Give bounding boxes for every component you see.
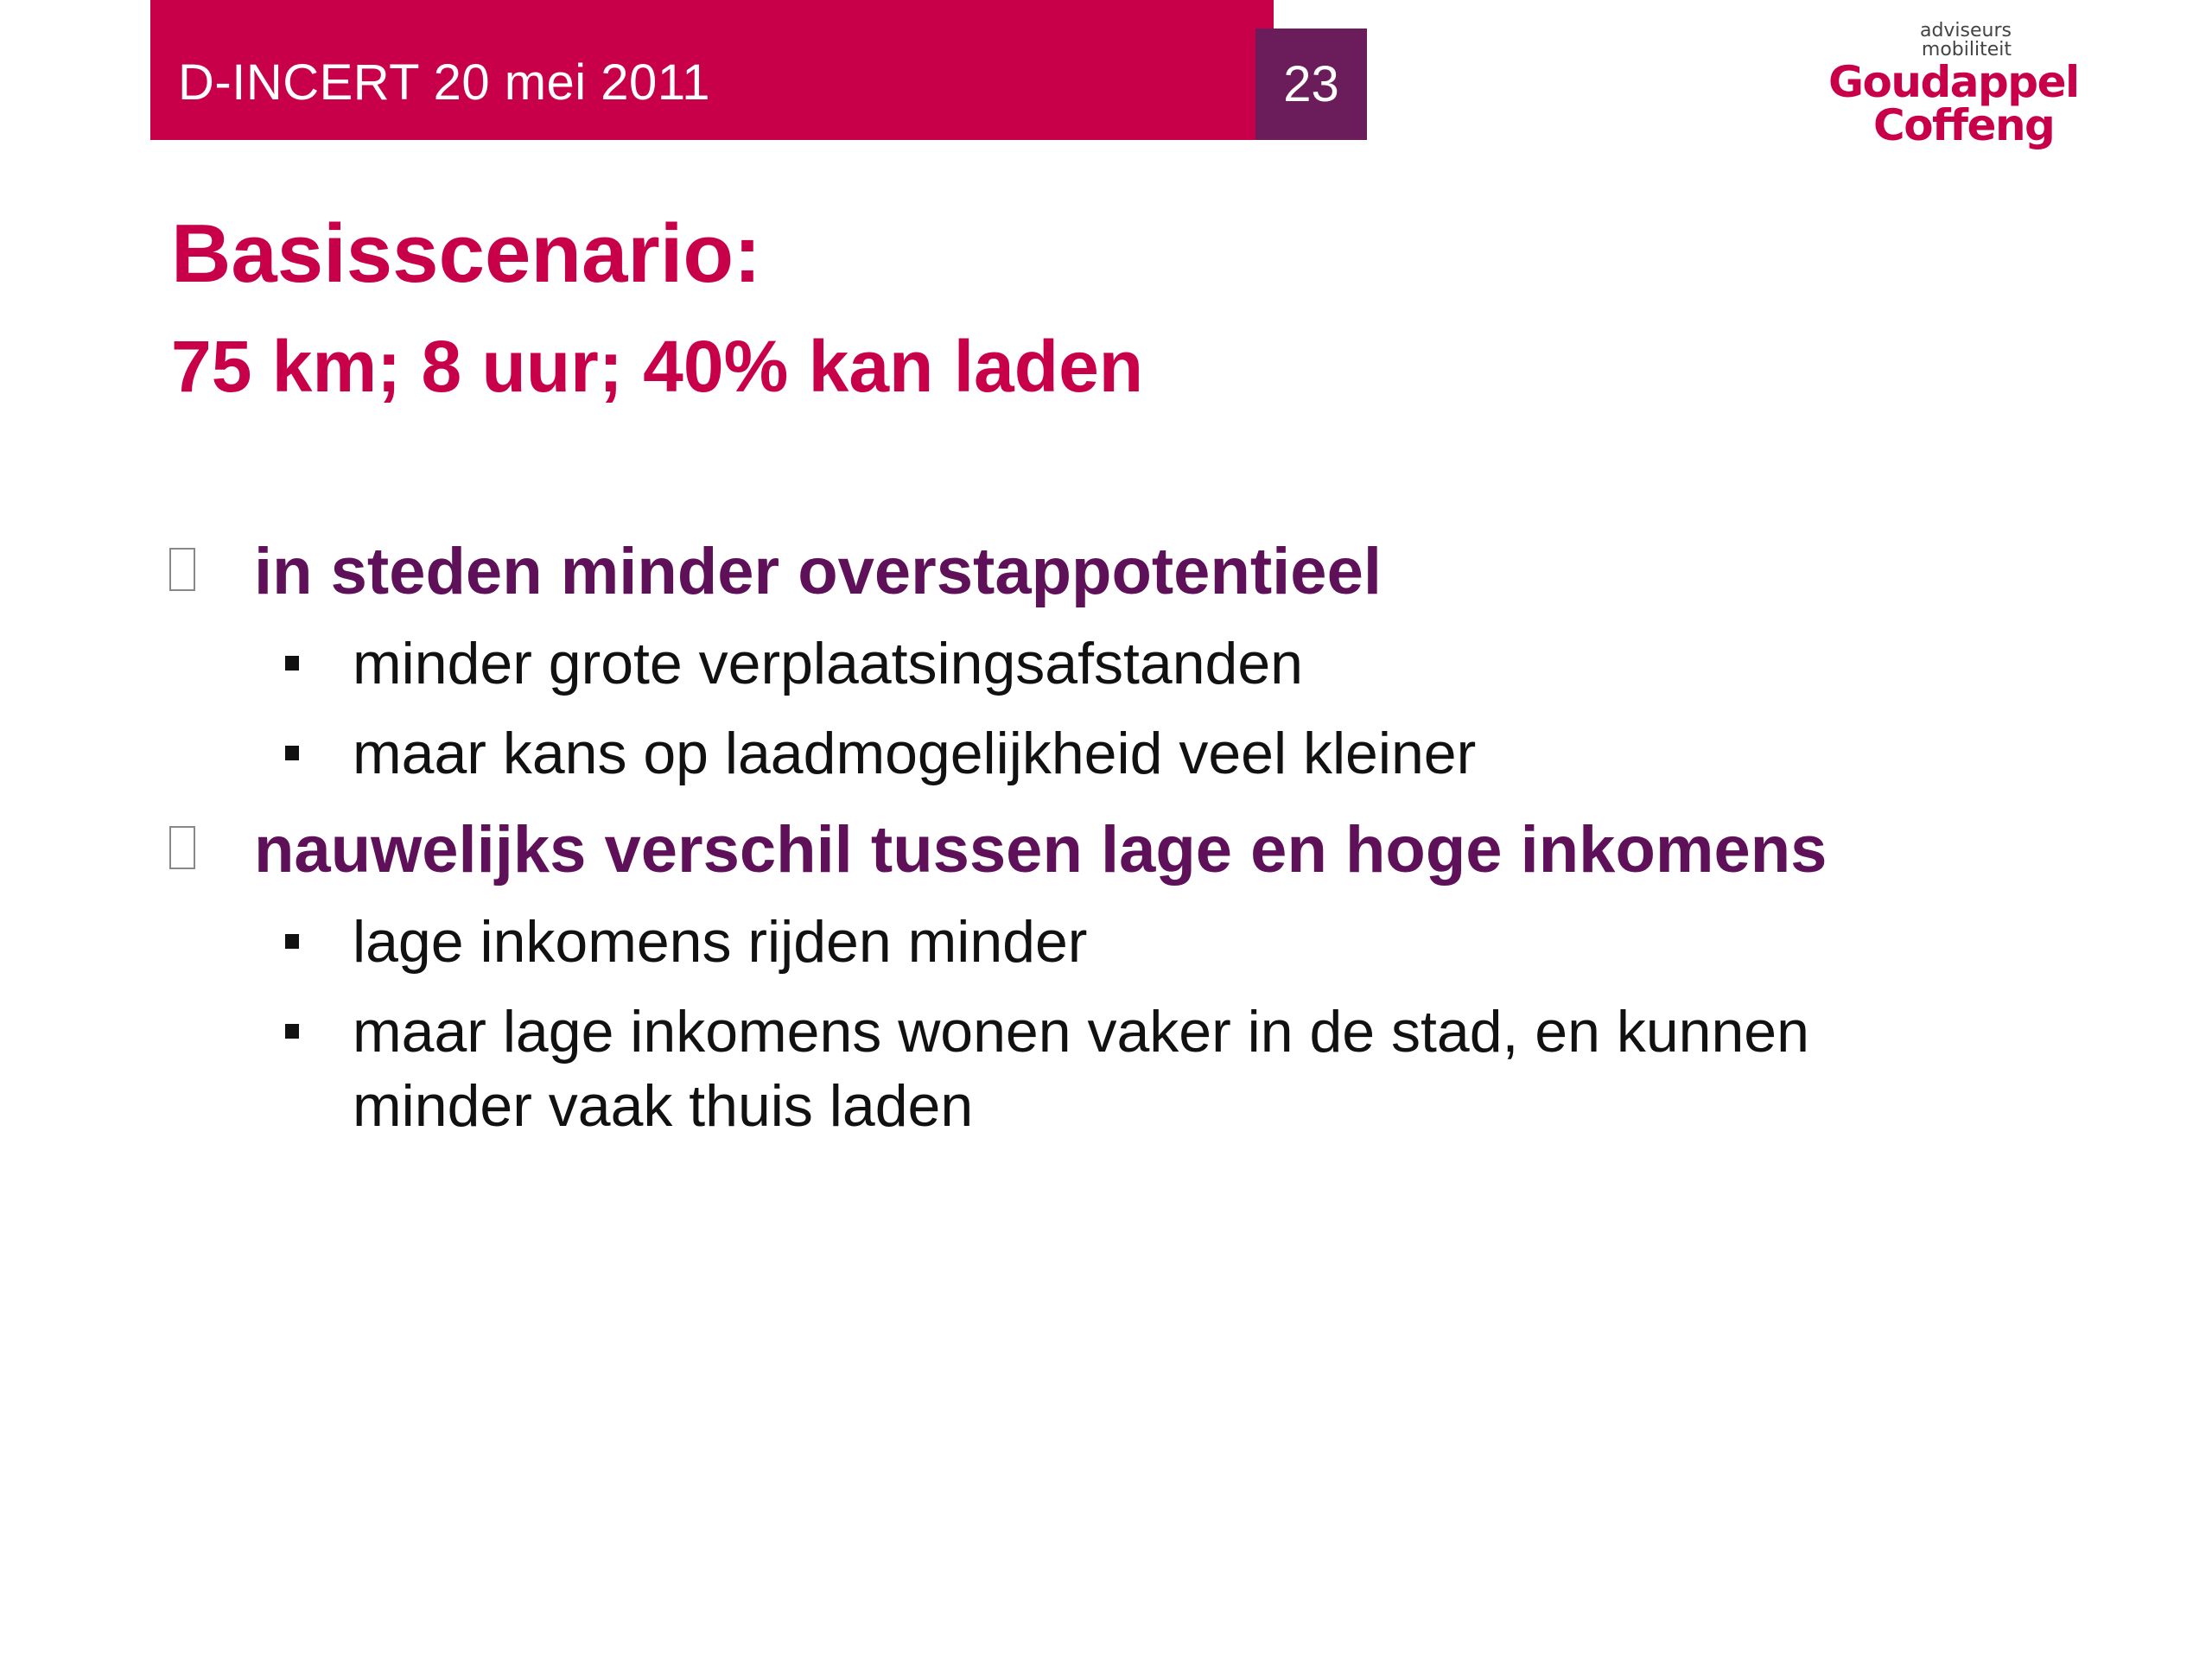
logo-tagline-line2: mobiliteit xyxy=(1921,39,2012,60)
page-number: 23 xyxy=(1283,56,1339,112)
slide-title: Basisscenario: xyxy=(171,207,762,300)
bullet-point-text: nauwelijks verschil tussen lage en hoge inkomens xyxy=(254,813,1827,887)
square-bullet-icon xyxy=(169,826,195,869)
small-square-bullet-icon xyxy=(285,746,299,760)
square-bullet-icon xyxy=(169,548,195,591)
company-logo xyxy=(1797,16,2079,162)
header-event-label: D-INCERT 20 mei 2011 xyxy=(178,54,711,111)
small-square-bullet-icon xyxy=(285,1024,299,1039)
sub-bullet-text: maar kans op laadmogelijkheid veel kleiner xyxy=(353,721,1477,786)
logo-name-line1: Goudappel xyxy=(1828,57,2079,107)
logo-name-line2: Coffeng xyxy=(1873,100,2055,150)
small-square-bullet-icon xyxy=(285,934,299,949)
bullet-point-text: in steden minder overstappotentieel xyxy=(254,535,1382,608)
slide-subtitle: 75 km; 8 uur; 40% kan laden xyxy=(171,326,1144,407)
page-number-badge xyxy=(1255,29,1367,140)
sub-bullet-text: lage inkomens rijden minder xyxy=(353,909,1088,975)
logo-tagline-line1: adviseurs xyxy=(1919,20,2012,41)
sub-bullet-text: maar lage inkomens wonen vaker in de stad, en kunnen minder vaak thuis laden xyxy=(353,999,1809,1139)
sub-bullet-text: minder grote verplaatsingsafstanden xyxy=(353,631,1303,696)
small-square-bullet-icon xyxy=(285,656,299,671)
